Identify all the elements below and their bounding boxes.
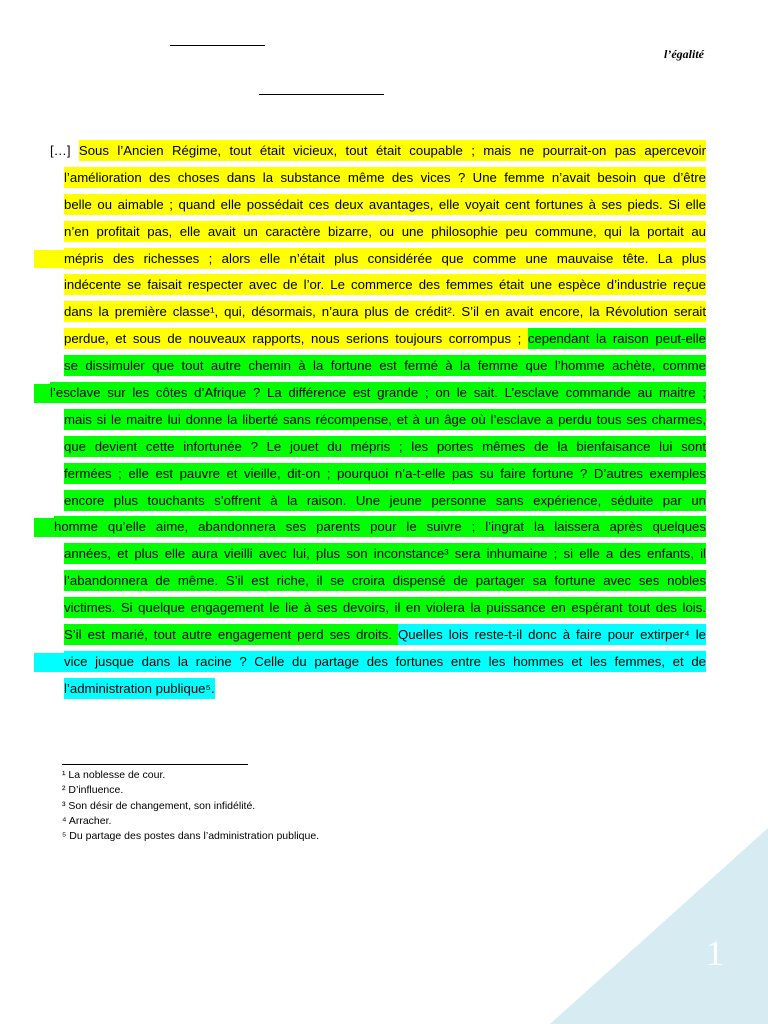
text-segment: cependant la raison peut-elle	[528, 328, 706, 349]
header-rule-top	[170, 45, 265, 46]
text-line	[44, 622, 706, 649]
text-line	[44, 434, 706, 461]
text-line	[44, 649, 706, 676]
text-line	[44, 514, 706, 541]
corner-decoration	[550, 828, 768, 1024]
footnotes	[62, 768, 319, 844]
text-line	[44, 138, 706, 165]
footnote-item: ⁵ Du partage des postes dans l’administration publique.	[62, 830, 320, 843]
text-segment: que devient cette infortunée ? Le jouet du mépris ; les portes mêmes de la bienfaisance lui sont	[64, 436, 706, 457]
text-line	[44, 676, 706, 703]
text-segment: encore plus touchants s’offrent à la raison. Une jeune personne sans expérience, séduite par un	[64, 490, 706, 511]
text-line	[44, 219, 706, 246]
text-segment: fermées ; elle est pauvre et vieille, dit-on ; pourquoi n’a-t-elle pas su faire fortune ? D’autres exemples	[64, 463, 706, 484]
text-segment: belle ou aimable ; quand elle possédait ces deux avantages, elle voyait cent fortunes à ses pieds. Si elle	[64, 194, 706, 215]
text-line	[44, 407, 706, 434]
footnote-item: ⁴ Arracher.	[62, 814, 112, 827]
text-segment: années, et plus elle aura vieilli avec lui, plus son inconstance³ sera inhumaine ; si elle a des enfants, il	[64, 543, 706, 564]
footnote-item: ³ Son désir de changement, son infidélité.	[62, 799, 256, 812]
text-line	[44, 272, 706, 299]
main-paragraph	[44, 138, 706, 703]
text-segment: l’abandonnera de même. S’il est riche, il se croira dispensé de partager sa fortune avec ses nobles	[64, 570, 706, 591]
text-segment: vice jusque dans la racine ? Celle du partage des fortunes entre les hommes et les femmes, et de	[64, 651, 706, 672]
text-line	[44, 595, 706, 622]
text-segment: l’amélioration des choses dans la substance même des vices ? Une femme n’avait besoin que d’être	[64, 167, 706, 188]
footnote-item: ² D’influence.	[62, 784, 124, 797]
text-segment: dans la première classe¹, qui, désormais, n’aura plus de crédit². S’il en avait encore, la Révolution serait	[64, 301, 706, 322]
page-number: 1	[706, 933, 724, 973]
text-segment: victimes. Si quelque engagement le lie à ses devoirs, il en violera la puissance en espérant tout des lois.	[64, 597, 706, 618]
text-line	[44, 461, 706, 488]
text-segment: Quelles lois reste-t-il donc à faire pour extirper⁴ le	[398, 624, 706, 645]
text-segment: Sous l’Ancien Régime, tout était vicieux, tout était coupable ; mais ne pourrait-on pas apercevoir	[79, 140, 706, 161]
text-segment: homme qu’elle aime, abandonnera ses parents pour le suivre ; l’ingrat la laissera après quelques	[54, 516, 706, 537]
text-line	[44, 353, 706, 380]
header-rule-bottom	[259, 94, 384, 95]
text-segment: indécente se faisait respecter avec de l’or. Le commerce des femmes était une espèce d’industrie reçue	[64, 274, 706, 295]
text-segment: S’il est marié, tout autre engagement perd ses droits.	[64, 624, 398, 645]
text-segment: l’administration publique⁵.	[64, 678, 215, 699]
text-line	[44, 380, 706, 407]
footnote-separator	[62, 764, 248, 765]
text-line	[44, 488, 706, 515]
text-segment: mépris des richesses ; alors elle n’était plus considérée que comme une mauvaise tête. La plus	[64, 248, 706, 269]
text-line	[44, 541, 706, 568]
text-line	[44, 165, 706, 192]
text-segment: mais si le maitre lui donne la liberté sans récompense, et à un âge où l’esclave a perdu tous ses charmes,	[64, 409, 706, 430]
text-line	[44, 568, 706, 595]
text-segment: perdue, et sous de nouveaux rapports, nous serions toujours corrompus ;	[64, 328, 528, 349]
header-title: l’égalité	[664, 47, 704, 61]
text-segment: se dissimuler que tout autre chemin à la fortune est fermé à la femme que l’homme achète, comme	[64, 355, 706, 376]
text-segment: […]	[50, 143, 79, 158]
text-line	[44, 246, 706, 273]
text-line	[44, 192, 706, 219]
text-segment: l’esclave sur les côtes d’Afrique ? La différence est grande ; on le sait. L’esclave commande au maitre ;	[50, 382, 706, 403]
footnote-item: ¹ La noblesse de cour.	[62, 769, 166, 781]
text-segment: n’en profitait pas, elle avait un caractère bizarre, ou une philosophie peu commune, qui la portait au	[64, 221, 706, 242]
text-line	[44, 326, 706, 353]
text-line	[44, 299, 706, 326]
